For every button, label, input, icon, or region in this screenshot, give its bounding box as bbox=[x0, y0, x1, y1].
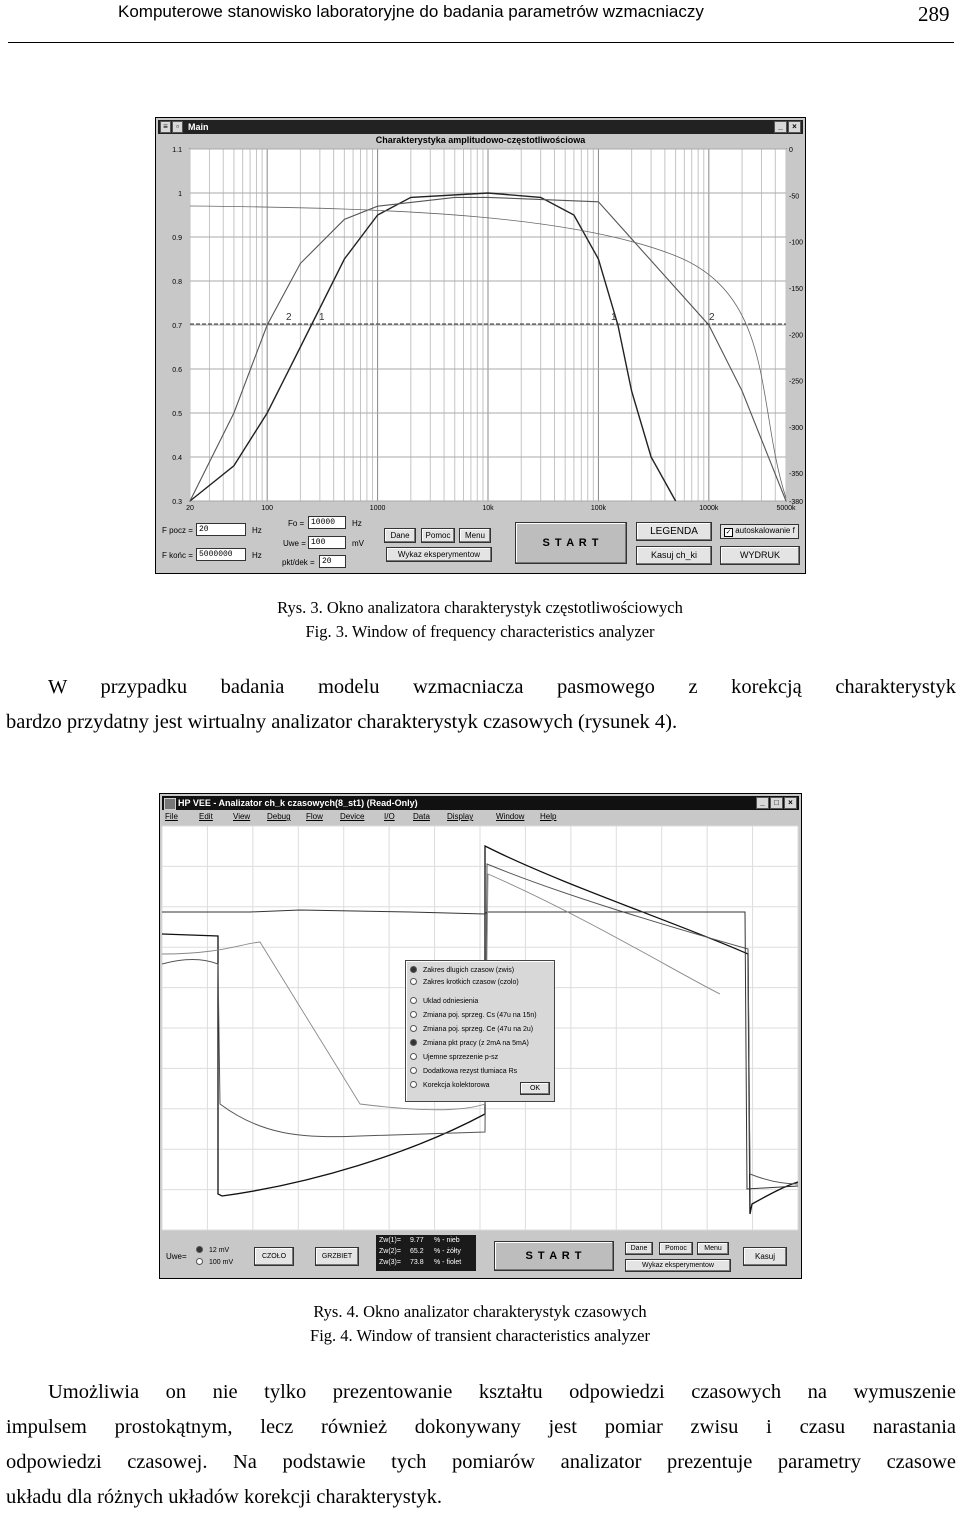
autoskalowanie-checkbox[interactable] bbox=[720, 524, 799, 539]
transient-analyzer-window bbox=[159, 793, 802, 1279]
window-title: Main bbox=[188, 122, 209, 132]
paragraph-2-line: układu dla różnych układów korekcji charakterystyk. bbox=[6, 1486, 443, 1508]
figure3-caption-pl: Rys. 3. Okno analizatora charakterystyk częstotliwościowych bbox=[277, 598, 683, 617]
menu-item-debug[interactable]: Debug bbox=[267, 812, 291, 821]
dialog-option-label: Zakres krotkich czasow (czolo) bbox=[423, 979, 519, 986]
fkonc-field[interactable]: 5000000 bbox=[196, 548, 246, 561]
uwe-option-label: 12 mV bbox=[209, 1247, 230, 1254]
right-tick-label: -300 bbox=[789, 424, 804, 432]
dialog-option[interactable] bbox=[410, 1039, 529, 1047]
kasuj-button[interactable]: Kasuj bbox=[743, 1247, 787, 1266]
radio-icon bbox=[410, 1011, 417, 1018]
radio-icon bbox=[196, 1258, 203, 1265]
left-tick-label: 0.9 bbox=[172, 235, 182, 242]
autoskalowanie-label: autoskalowanie f bbox=[735, 526, 795, 535]
fo-unit: Hz bbox=[352, 519, 362, 528]
dialog-option[interactable] bbox=[410, 1025, 533, 1033]
menu-bar bbox=[162, 810, 799, 823]
running-title: Komputerowe stanowisko laboratoryjne do badania parametrów wzmacniaczy bbox=[118, 2, 704, 21]
left-tick-label: 0.6 bbox=[172, 367, 182, 374]
uwe-option-label: 100 mV bbox=[209, 1259, 234, 1266]
right-tick-label: -150 bbox=[789, 285, 804, 293]
uwe-option-100mv[interactable] bbox=[196, 1258, 233, 1266]
maximize-icon[interactable]: □ bbox=[770, 797, 783, 809]
minimize-icon[interactable]: _ bbox=[774, 121, 787, 133]
x-tick-label: 1000k bbox=[699, 505, 719, 512]
start-button[interactable]: S T A R T bbox=[515, 522, 627, 564]
fpocz-unit: Hz bbox=[252, 526, 262, 535]
menu-item-edit[interactable]: Edit bbox=[199, 812, 213, 821]
wykaz-button[interactable]: Wykaz eksperymentow bbox=[625, 1259, 731, 1272]
dialog-ok-button[interactable]: OK bbox=[520, 1082, 550, 1095]
fo-label: Fo = bbox=[288, 519, 305, 528]
pkt-field[interactable]: 20 bbox=[319, 555, 346, 568]
uwe-field[interactable]: 100 bbox=[308, 536, 346, 549]
x-tick-label: 20 bbox=[186, 505, 194, 512]
x-tick-label: 5000k bbox=[776, 505, 796, 512]
dialog-option[interactable] bbox=[410, 1067, 517, 1075]
dialog-option[interactable] bbox=[410, 997, 478, 1005]
dialog-option-label: Zmiana poj. sprzeg. Cs (47u na 15n) bbox=[423, 1012, 537, 1019]
paragraph-2-line: odpowiedzi czasowej. Na podstawie tych pomiarów analizator prezentuje parametry czasowe bbox=[6, 1451, 956, 1473]
pomoc-button[interactable]: Pomoc bbox=[421, 528, 455, 543]
left-tick-label: 0.5 bbox=[172, 411, 182, 418]
readout-value: 9.77 bbox=[410, 1237, 424, 1244]
dialog-option-label: Zmiana pkt pracy (z 2mA na 5mA) bbox=[423, 1040, 529, 1047]
radio-selected-icon bbox=[410, 1039, 417, 1046]
kasuj-chki-button[interactable]: Kasuj ch_ki bbox=[636, 546, 712, 565]
paragraph-1-line: W przypadku badania modelu wzmacniacza pasmowego z korekcją charakterystyk bbox=[48, 676, 956, 698]
fo-field[interactable]: 10000 bbox=[308, 516, 346, 529]
left-tick-label: 1.1 bbox=[172, 147, 182, 154]
menu-item-flow[interactable]: Flow bbox=[306, 812, 323, 821]
paragraph-1-line: bardzo przydatny jest wirtualny analizator charakterystyk czasowych (rysunek 4). bbox=[6, 711, 678, 733]
x-tick-label: 100 bbox=[261, 505, 274, 512]
right-tick-label: -250 bbox=[789, 378, 804, 386]
x-tick-label: 10k bbox=[482, 505, 494, 512]
dialog-option[interactable] bbox=[410, 1011, 537, 1019]
menu-item-help[interactable]: Help bbox=[540, 812, 557, 821]
uwe-label: Uwe = bbox=[283, 539, 306, 548]
frequency-analyzer-window bbox=[155, 117, 806, 574]
figure4-caption-en: Fig. 4. Window of transient characteristics analyzer bbox=[310, 1326, 650, 1345]
readout-value: 65.2 bbox=[410, 1248, 424, 1255]
system-menu-icon[interactable]: ≡ bbox=[160, 121, 171, 133]
radio-icon bbox=[410, 1081, 417, 1088]
readout-label: Zw(1)= bbox=[379, 1237, 401, 1244]
dialog-option[interactable] bbox=[410, 978, 519, 986]
x-tick-label: 100k bbox=[590, 505, 607, 512]
start-button[interactable]: S T A R T bbox=[494, 1241, 614, 1271]
wykaz-button[interactable]: Wykaz eksperymentow bbox=[386, 547, 492, 562]
fkonc-label: F końc = bbox=[162, 551, 193, 560]
menu-item-window[interactable]: Window bbox=[496, 812, 525, 821]
paragraph-2-line: Umożliwia on nie tylko prezentowanie kształtu odpowiedzi czasowych na wymuszenie bbox=[48, 1381, 956, 1403]
dane-button[interactable]: Dane bbox=[384, 528, 416, 543]
curve-label: 1 bbox=[611, 312, 617, 323]
dane-button[interactable]: Dane bbox=[625, 1242, 653, 1255]
radio-selected-icon bbox=[196, 1246, 203, 1253]
dialog-option[interactable] bbox=[410, 1081, 490, 1089]
page-number: 289 bbox=[918, 2, 950, 26]
menu-item-device[interactable]: Device bbox=[340, 812, 365, 821]
dialog-option-label: Ujemne sprzezenie p-sz bbox=[423, 1054, 499, 1061]
figure4-caption-pl: Rys. 4. Okno analizator charakterystyk czasowych bbox=[313, 1302, 647, 1321]
dialog-option-label: Zmiana poj. sprzeg. Ce (47u na 2u) bbox=[423, 1026, 534, 1033]
readout-desc: % - nieb bbox=[434, 1237, 460, 1244]
czolo-button[interactable]: CZOŁO bbox=[254, 1247, 294, 1266]
window-titlebar bbox=[158, 120, 803, 134]
window-title: HP VEE - Analizator ch_k czasowych(8_st1) (Read-Only) bbox=[178, 798, 418, 808]
curve-label: 2 bbox=[709, 312, 715, 323]
radio-icon bbox=[410, 997, 417, 1004]
radio-selected-icon bbox=[410, 966, 417, 973]
readout-label: Zw(2)= bbox=[379, 1248, 401, 1255]
right-tick-label: 0 bbox=[789, 147, 793, 154]
x-tick-label: 1000 bbox=[369, 505, 386, 512]
left-tick-label: 0.7 bbox=[172, 323, 182, 330]
uwe-option-12mv[interactable] bbox=[196, 1246, 229, 1254]
readout-label: Zw(3)= bbox=[379, 1259, 401, 1266]
dialog-option[interactable] bbox=[410, 966, 514, 974]
curve-label: 2 bbox=[286, 312, 292, 323]
menu-button[interactable]: Menu bbox=[697, 1242, 729, 1255]
right-tick-label: -350 bbox=[789, 471, 804, 479]
menu-item-file[interactable]: File bbox=[165, 812, 178, 821]
dialog-option-label: Korekcja kolektorowa bbox=[423, 1082, 490, 1089]
dialog-option-label: Zakres dlugich czasow (zwis) bbox=[423, 967, 515, 974]
menu-item-data[interactable]: Data bbox=[413, 812, 430, 821]
right-tick-label: -380 bbox=[789, 499, 804, 506]
frequency-plot bbox=[156, 146, 805, 546]
right-tick-label: -50 bbox=[789, 193, 800, 201]
close-icon[interactable]: × bbox=[784, 797, 797, 809]
readout-desc: % - fiolet bbox=[434, 1259, 462, 1266]
grzbiet-button[interactable]: GRZBIET bbox=[315, 1247, 359, 1266]
wydruk-button[interactable]: WYDRUK bbox=[720, 546, 800, 565]
radio-icon bbox=[410, 1025, 417, 1032]
pomoc-button[interactable]: Pomoc bbox=[659, 1242, 693, 1255]
restore-icon[interactable]: ▫ bbox=[172, 121, 183, 133]
app-icon bbox=[164, 798, 176, 810]
menu-item-io[interactable]: I/O bbox=[384, 812, 395, 821]
menu-button[interactable]: Menu bbox=[459, 528, 491, 543]
right-tick-label: -200 bbox=[789, 332, 804, 340]
right-tick-label: -100 bbox=[789, 239, 804, 247]
window-titlebar bbox=[162, 796, 799, 810]
legenda-button[interactable]: LEGENDA bbox=[636, 522, 712, 541]
radio-icon bbox=[410, 1067, 417, 1074]
radio-icon bbox=[410, 1053, 417, 1060]
chart-title: Charakterystyka amplitudowo-częstotliwościowa bbox=[375, 135, 586, 145]
dialog-option-label: Uklad odniesienia bbox=[423, 998, 479, 1005]
pkt-label: pkt/dek = bbox=[282, 558, 315, 567]
uwe-label: Uwe= bbox=[166, 1252, 187, 1261]
left-tick-label: 0.8 bbox=[172, 279, 182, 286]
curve-label: 1 bbox=[319, 312, 325, 323]
radio-icon bbox=[410, 978, 417, 985]
fkonc-unit: Hz bbox=[252, 551, 262, 560]
zwis-readout bbox=[376, 1235, 476, 1271]
options-dialog bbox=[405, 960, 555, 1102]
dialog-option[interactable] bbox=[410, 1053, 498, 1061]
figure3-caption-en: Fig. 3. Window of frequency characteristics analyzer bbox=[305, 622, 655, 641]
paragraph-2-line: impulsem prostokątnym, lecz również dokonywany jest pomiar zwisu i czasu narastania bbox=[6, 1416, 956, 1438]
checkbox-check-icon: ✓ bbox=[725, 529, 732, 536]
readout-desc: % - żółty bbox=[434, 1248, 461, 1255]
close-icon[interactable]: × bbox=[788, 121, 801, 133]
menu-item-view[interactable]: View bbox=[233, 812, 251, 821]
fpocz-label: F pocz = bbox=[162, 526, 193, 535]
fpocz-field[interactable]: 20 bbox=[196, 523, 246, 536]
paragraph-1 bbox=[6, 670, 956, 740]
paragraph-2 bbox=[6, 1375, 956, 1515]
left-tick-label: 0.3 bbox=[172, 499, 182, 506]
header-rule bbox=[8, 42, 954, 43]
uwe-unit: mV bbox=[352, 539, 364, 548]
left-tick-label: 0.4 bbox=[172, 455, 182, 462]
minimize-icon[interactable]: _ bbox=[756, 797, 769, 809]
readout-value: 73.8 bbox=[410, 1259, 424, 1266]
dialog-option-label: Dodatkowa rezyst tlumiaca Rs bbox=[423, 1068, 518, 1075]
left-tick-label: 1 bbox=[178, 191, 182, 198]
menu-item-display[interactable]: Display bbox=[447, 812, 474, 821]
